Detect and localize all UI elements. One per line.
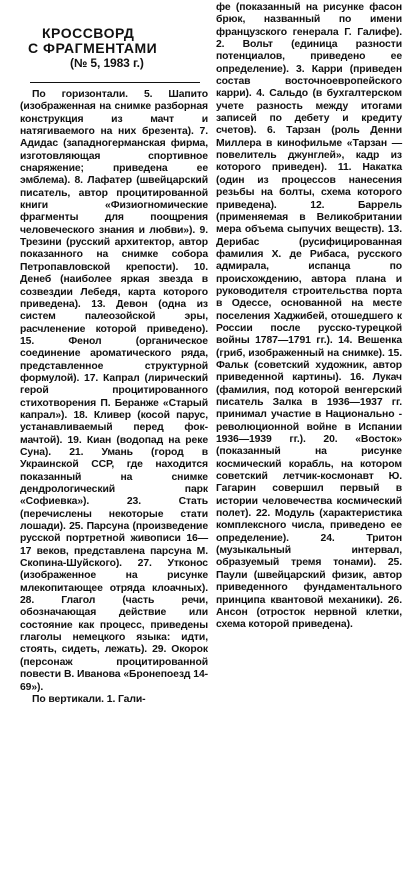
vertical-answers-start: По вертикали. 1. Гали-	[32, 693, 146, 705]
horizontal-answers: По горизонтали. 5. Шапито (изображенная на снимке разборная конструкция из мачт и натягиваемого на них брезента). 7. Адидас (западногерманская фирма, изготовляющая спортивное снаряжение; приведена ее эмблема). 8. Лафатер (швейцарский писатель, автор процитированной книги «Физиогномические фрагменты для поощрения человеческого знания и любви»). 9. Трезини (русский архитектор, автор показанного на снимке собора Петропавловской крепости). 10. Денеб (наиболее яркая звезда в созвездии Лебедя, карта которого приведена). 13. Девон (одна из систем палеозойской эры, расчленение которой приведено). 15. Фенол (органическое соединение ароматического ряда, представленное структурной формулой). 17. Капрал (лирический герой процитированного стихотворения П. Беранже «Старый капрал»). 18. Кливер (косой парус, устанавливаемый перед фок-мачтой). 19. Киан (водопад на реке Суна). 21. Умань (город в Украинской ССР, где находится показанный на снимке дендрологический парк «Софиевка»). 23. Стать (перечислены некоторые стати лошади). 25. Парсуна (произведение русской портретной живописи 16—17 веков, представлена парсуна М. Скопина-Шуйского). 27. Утконос (изображенное на рисунке млекопитающее отряда клоачных). 28. Глагол (часть речи, обозначающая действие или состояние как процесс, приведены глаголы немецкого языка: идти, стоять, сидеть, лежать). 29. Окорок (персонаж процитированной повести В. Иванова «Бронепоезд 14-69»).	[20, 89, 208, 693]
vertical-answers-continued: фе (показанный на рисунке фасон брюк, названный по имени французского генерала Г. Галифе). 2. Вольт (единица разности потенциалов, приведено ее определение). 3. Карри (приведен состав восточноевропейского карри). 4. Сальдо (в бухгалтерском учете разность между итогами записей по дебету и кредиту счетов). 6. Тарзан (роль Денни Миллера в кинофильме «Тарзан — повелитель джунглей», кадр из которого приведен). 11. Накатка (один из процессов нанесения резьбы на болты, схема которого приведена). 12. Баррель (применяемая в Великобритании мера объема сыпучих веществ). 13. Дерибас (русифицированная фамилия Х. де Рибаса, русского адмирала, испанца по происхождению, автора плана и руководителя строительства порта в Одессе, основанной на месте поселения Хаджибей, отошедшего к России после русско-турецкой войны 1787—1791 гг.). 14. Вешенка (гриб, изображенный на снимке). 15. Фальк (советский художник, автор приведенной картины). 16. Лукач (фамилия, под которой венгерский писатель Залка в 1936—1937 гг. принимал участие в Национально - революционной войне в Испании 1936—1939 гг.). 20. «Восток» (показанный на рисунке космический корабль, на котором советский летчик-космонавт Ю. Гагарин совершил первый в истории человечества космический полет). 22. Модуль (характеристика комплексного числа, приведено ее определение). 24. Тритон (музыкальный интервал, образуемый тремя тонами). 25. Паули (швейцарский физик, автор приведенного фундаментального принципа квантовой механики). 26. Ансон (отросток нервной клетки, схема которой приведена).	[216, 2, 402, 631]
title-divider	[30, 82, 200, 83]
issue-subtitle: (№ 5, 1983 г.)	[70, 56, 144, 70]
left-column	[20, 0, 208, 706]
title-line-2: С ФРАГМЕНТАМИ	[28, 40, 158, 56]
title-line-1: КРОССВОРД	[42, 25, 135, 41]
right-column	[216, 2, 402, 632]
